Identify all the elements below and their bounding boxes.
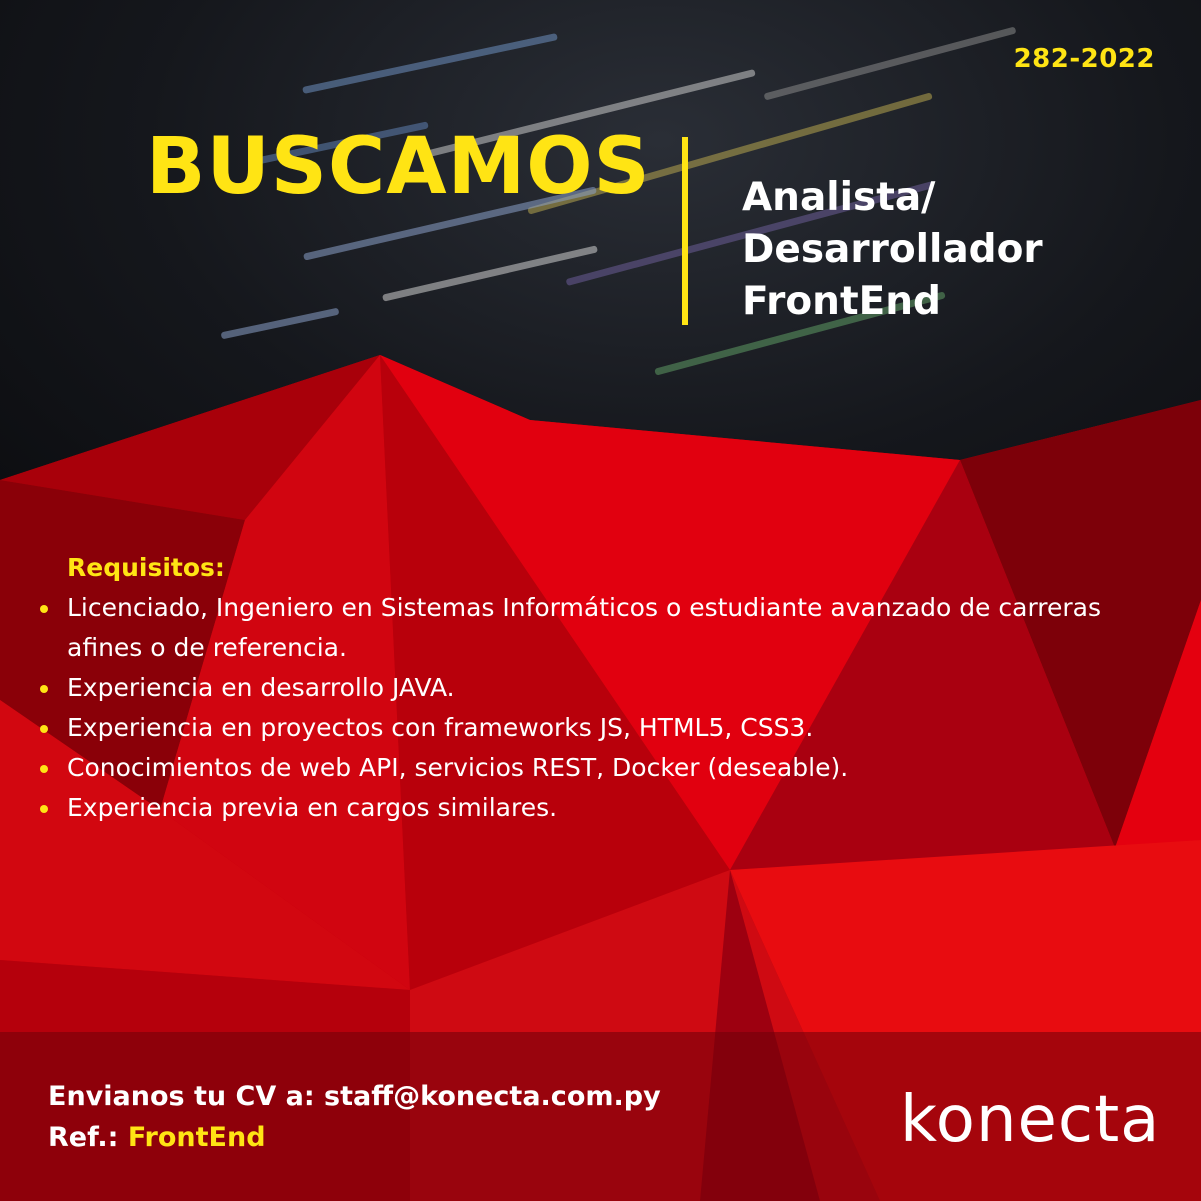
headline: BUSCAMOS — [146, 122, 651, 212]
konecta-logo: konecta — [900, 1083, 1161, 1157]
requirements-list — [38, 588, 1118, 828]
yellow-divider — [682, 137, 688, 325]
job-title — [742, 172, 1043, 328]
contact-email[interactable]: Envianos tu CV a: staff@konecta.com.py — [48, 1081, 661, 1112]
requirement-item: Experiencia previa en cargos similares. — [38, 788, 1118, 828]
requirement-item: Experiencia en proyectos con frameworks JS, HTML5, CSS3. — [38, 708, 1118, 748]
reference-value: FrontEnd — [127, 1122, 266, 1153]
contact-info — [48, 1076, 661, 1158]
bullet-icon — [40, 765, 48, 773]
requirement-item: Experiencia en desarrollo JAVA. — [38, 668, 1118, 708]
bullet-icon — [40, 805, 48, 813]
job-title-line-2: Desarrollador — [742, 227, 1043, 272]
reference-code: 282-2022 — [1013, 44, 1155, 74]
bullet-icon — [40, 605, 48, 613]
requirement-item: Conocimientos de web API, servicios REST, Docker (deseable). — [38, 748, 1118, 788]
job-title-line-3: FrontEnd — [742, 279, 941, 324]
job-title-line-1: Analista/ — [742, 175, 936, 220]
requirements-section — [38, 548, 1118, 828]
contact-reference: Ref.: FrontEnd — [48, 1122, 266, 1153]
requirement-item: Licenciado, Ingeniero en Sistemas Informáticos o estudiante avanzado de carreras afines o de referencia. — [38, 588, 1118, 668]
bullet-icon — [40, 725, 48, 733]
bullet-icon — [40, 685, 48, 693]
requirements-title: Requisitos: — [67, 553, 225, 582]
